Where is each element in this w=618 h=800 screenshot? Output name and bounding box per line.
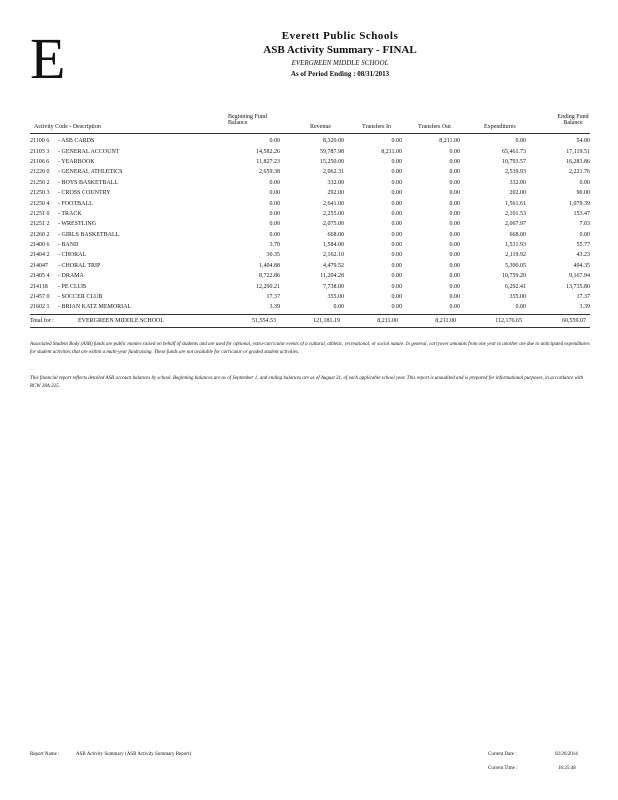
table-row (30, 250, 590, 260)
transfers-in: 0.00 (391, 294, 402, 301)
period-ending: As of Period Ending : 08/31/2013 (290, 70, 390, 78)
report-header (190, 30, 490, 78)
activity-description: - BRIAN KATZ MEMORIAL (58, 304, 132, 311)
transfers-out: 0.00 (449, 252, 460, 259)
col-transfers-in: Transfers In (362, 124, 391, 130)
transfers-out: 0.00 (449, 179, 460, 186)
expenditures: 332.00 (509, 179, 526, 186)
note-paragraph-1: Associated Student Body (ASB) funds are public monies raised on behalf of students and are used for optional, extra-curricular events of a cultural, athletic, recreational, or social nature. In general, carryover amounts from one year to another are due to anticipated expenditures for student activities that are within a multi-year fundraising. These funds are not available for curricular or graded student activities. (30, 342, 590, 355)
transfers-in: 0.00 (391, 169, 402, 176)
table-row (30, 157, 590, 167)
totals-underline (30, 327, 590, 328)
activity-code: 21100 6 (30, 138, 50, 145)
activity-code: 21400 6 (30, 242, 50, 249)
activity-code: 21250 4 (30, 200, 50, 207)
transfers-in: 8,211.00 (381, 148, 402, 155)
current-time-value: 16:25:48 (558, 766, 576, 771)
beginning-balance: 0.00 (269, 190, 280, 197)
activity-description: - GENERAL ACCOUNT (58, 148, 120, 155)
current-time-label: Current Time : (488, 766, 518, 771)
expenditures: 668.00 (509, 231, 526, 238)
ending-balance: 7.03 (579, 221, 590, 228)
expenditures: 10,793.57 (502, 158, 526, 165)
activity-description: - BAND (58, 242, 79, 249)
activity-code: 21250 3 (30, 190, 50, 197)
beginning-balance: 1,404.88 (259, 262, 280, 269)
table-row (30, 271, 590, 281)
activity-description: - WRESTLING (58, 221, 97, 228)
ending-balance: 43.23 (576, 252, 590, 259)
totals-ending: 60,559.07 (562, 318, 586, 324)
transfers-in: 0.00 (391, 304, 402, 311)
totals-expenditures: 112,176.65 (495, 318, 522, 324)
totals-revenue: 121,181.19 (313, 318, 340, 324)
beginning-balance: 17.37 (266, 294, 280, 301)
transfers-out: 0.00 (449, 283, 460, 290)
ending-balance: 54.00 (576, 138, 590, 145)
beginning-balance: 0.00 (269, 138, 280, 145)
transfers-out: 0.00 (449, 158, 460, 165)
expenditures: 2,539.93 (505, 169, 526, 176)
table-row (30, 230, 590, 240)
transfers-in: 0.00 (391, 158, 402, 165)
transfers-in: 0.00 (391, 242, 402, 249)
totals-rule (30, 314, 590, 315)
revenue: 2,075.00 (323, 221, 344, 228)
transfers-out: 0.00 (449, 221, 460, 228)
transfers-in: 0.00 (391, 200, 402, 207)
totals-beginning: 51,554.53 (252, 318, 276, 324)
table-row (30, 136, 590, 146)
activity-description: - YEARBOOK (58, 158, 95, 165)
beginning-balance: 3.70 (269, 242, 280, 249)
activity-code: 214118 (30, 283, 48, 290)
transfers-out: 0.00 (449, 210, 460, 217)
expenditures: 2,119.92 (505, 252, 526, 259)
revenue: 7,738.00 (323, 283, 344, 290)
ending-balance: 90.00 (576, 190, 590, 197)
activity-description: - ASB CARDS (58, 138, 95, 145)
transfers-out: 0.00 (449, 148, 460, 155)
revenue: 2,062.31 (323, 169, 344, 176)
ending-balance: 0.00 (579, 231, 590, 238)
transfers-out: 0.00 (449, 304, 460, 311)
revenue: 2,162.10 (323, 252, 344, 259)
expenditures: 6,292.41 (505, 283, 526, 290)
totals-label: Total for : (30, 318, 54, 324)
header-rule (30, 133, 590, 134)
current-date-value: 02/26/2014 (555, 752, 578, 757)
expenditures: 202.00 (509, 190, 526, 197)
beginning-balance: 0.00 (269, 179, 280, 186)
activity-description: - BOYS BASKETBALL (58, 179, 119, 186)
totals-transfers-in: 8,211.00 (377, 318, 398, 324)
beginning-balance: 30.35 (266, 252, 280, 259)
note-paragraph-2: This financial report reflects detailed ASB account balances by school. Beginning balances are as of September 1, and ending balances are as of August 31, of each applicable school year. This report is unaudited and is prepared for informational purposes, in accordance with RCW 28A.325. (30, 376, 584, 389)
expenditures: 0.00 (515, 304, 526, 311)
expenditures: 5,390.05 (505, 262, 526, 269)
table-row (30, 209, 590, 219)
report-title: ASB Activity Summary - FINAL (263, 44, 417, 56)
revenue: 2,255.00 (323, 210, 344, 217)
ending-balance: 55.77 (576, 242, 590, 249)
activity-code: 21602 1 (30, 304, 50, 311)
revenue: 0.00 (333, 304, 344, 311)
activity-rows (30, 136, 590, 313)
table-row (30, 219, 590, 229)
table-row (30, 292, 590, 302)
col-beginning: Beginning Fund Balance (228, 114, 267, 126)
transfers-out: 0.00 (449, 262, 460, 269)
table-row (30, 167, 590, 177)
col-revenue: Revenue (310, 124, 331, 130)
activity-description: - CHORAL TRIP (58, 262, 101, 269)
activity-code: 21251 0 (30, 210, 50, 217)
beginning-balance: 0.00 (269, 221, 280, 228)
column-headers (0, 112, 618, 134)
transfers-in: 0.00 (391, 273, 402, 280)
transfers-out: 0.00 (449, 273, 460, 280)
activity-code: 21404 2 (30, 252, 50, 259)
col-expenditures: Expenditures (484, 124, 516, 130)
transfers-out: 0.00 (449, 231, 460, 238)
beginning-balance: 0.00 (269, 210, 280, 217)
revenue: 355.00 (327, 294, 344, 301)
expenditures: 0.00 (515, 138, 526, 145)
table-row (30, 188, 590, 198)
expenditures: 10,759.20 (502, 273, 526, 280)
revenue: 1,584.00 (323, 242, 344, 249)
activity-description: - DRAMA (58, 273, 84, 280)
expenditures: 1,531.93 (505, 242, 526, 249)
activity-description: - GENERAL ATHLETICS (58, 169, 123, 176)
col-ending: Ending Fund Balance (557, 114, 589, 126)
beginning-balance: 0.00 (269, 231, 280, 238)
report-name-value: ASB Activity Summary (ASB Activity Summary Report) (76, 752, 191, 757)
table-row (30, 302, 590, 312)
transfers-in: 0.00 (391, 231, 402, 238)
revenue: 4,479.52 (323, 262, 344, 269)
revenue: 332.00 (327, 179, 344, 186)
activity-code: 21250 2 (30, 179, 50, 186)
current-date-label: Current Date : (488, 752, 517, 757)
activity-description: - SOCCER CLUB (58, 294, 103, 301)
transfers-in: 0.00 (391, 262, 402, 269)
activity-code: 21457 0 (30, 294, 50, 301)
district-logo: E (30, 26, 66, 91)
table-row (30, 261, 590, 271)
transfers-in: 0.00 (391, 179, 402, 186)
col-activity: Activity Code - Description (34, 124, 101, 130)
beginning-balance: 3.39 (269, 304, 280, 311)
ending-balance: 17.37 (576, 294, 590, 301)
totals-school: EVERGREEN MIDDLE SCHOOL (78, 318, 164, 324)
expenditures: 2,101.53 (505, 210, 526, 217)
revenue: 8,320.00 (323, 138, 344, 145)
table-row (30, 281, 590, 291)
totals-transfers-out: 8,211.00 (435, 318, 456, 324)
district-name: Everett Public Schools (281, 30, 399, 42)
activity-code: 21405 4 (30, 273, 50, 280)
transfers-out: 0.00 (449, 169, 460, 176)
ending-balance: 494.35 (573, 262, 590, 269)
expenditures: 1,561.61 (505, 200, 526, 207)
transfers-out: 0.00 (449, 200, 460, 207)
table-row (30, 240, 590, 250)
activity-description: - PE CLUB (58, 283, 87, 290)
activity-description: - TRACK (58, 210, 82, 217)
revenue: 292.00 (327, 190, 344, 197)
transfers-out: 8,211.00 (439, 138, 460, 145)
ending-balance: 1,079.39 (569, 200, 590, 207)
table-row (30, 178, 590, 188)
beginning-balance: 14,582.26 (256, 148, 280, 155)
beginning-balance: 12,290.21 (256, 283, 280, 290)
activity-code: 21103 3 (30, 148, 50, 155)
ending-balance: 13,735.80 (566, 283, 590, 290)
transfers-out: 0.00 (449, 190, 460, 197)
activity-code: 21220 0 (30, 169, 50, 176)
revenue: 59,787.98 (320, 148, 344, 155)
transfers-in: 0.00 (391, 221, 402, 228)
activity-code: 21106 6 (30, 158, 50, 165)
table-row (30, 198, 590, 208)
beginning-balance: 8,722.86 (259, 273, 280, 280)
ending-balance: 0.00 (579, 179, 590, 186)
ending-balance: 17,119.51 (566, 148, 590, 155)
expenditures: 2,067.97 (505, 221, 526, 228)
ending-balance: 2,221.76 (569, 169, 590, 176)
beginning-balance: 2,659.38 (259, 169, 280, 176)
expenditures: 355.00 (509, 294, 526, 301)
revenue: 2,641.00 (323, 200, 344, 207)
activity-code: 21260 2 (30, 231, 50, 238)
activity-code: 214047 (30, 262, 48, 269)
revenue: 11,204.28 (320, 273, 344, 280)
transfers-in: 0.00 (391, 283, 402, 290)
activity-description: - CROSS COUNTRY (58, 190, 111, 197)
ending-balance: 153.47 (573, 210, 590, 217)
transfers-out: 0.00 (449, 242, 460, 249)
report-name-label: Report Name : (30, 752, 60, 757)
transfers-in: 0.00 (391, 190, 402, 197)
ending-balance: 3.39 (579, 304, 590, 311)
activity-description: - FOOTBALL (58, 200, 93, 207)
ending-balance: 9,167.94 (569, 273, 590, 280)
ending-balance: 16,283.86 (566, 158, 590, 165)
activity-description: - GIRLS BASKETBALL (58, 231, 120, 238)
activity-description: - CHORAL (58, 252, 87, 259)
table-row (30, 146, 590, 156)
activity-code: 21251 2 (30, 221, 50, 228)
expenditures: 65,461.73 (502, 148, 526, 155)
totals-row (30, 318, 590, 324)
col-transfers-out: Transfers Out (418, 124, 451, 130)
revenue: 15,250.00 (320, 158, 344, 165)
transfers-in: 0.00 (391, 210, 402, 217)
beginning-balance: 11,827.23 (256, 158, 280, 165)
activity-table (30, 136, 590, 313)
transfers-out: 0.00 (449, 294, 460, 301)
beginning-balance: 0.00 (269, 200, 280, 207)
transfers-in: 0.00 (391, 252, 402, 259)
transfers-in: 0.00 (391, 138, 402, 145)
revenue: 668.00 (327, 231, 344, 238)
school-name: EVERGREEN MIDDLE SCHOOL (291, 59, 389, 67)
